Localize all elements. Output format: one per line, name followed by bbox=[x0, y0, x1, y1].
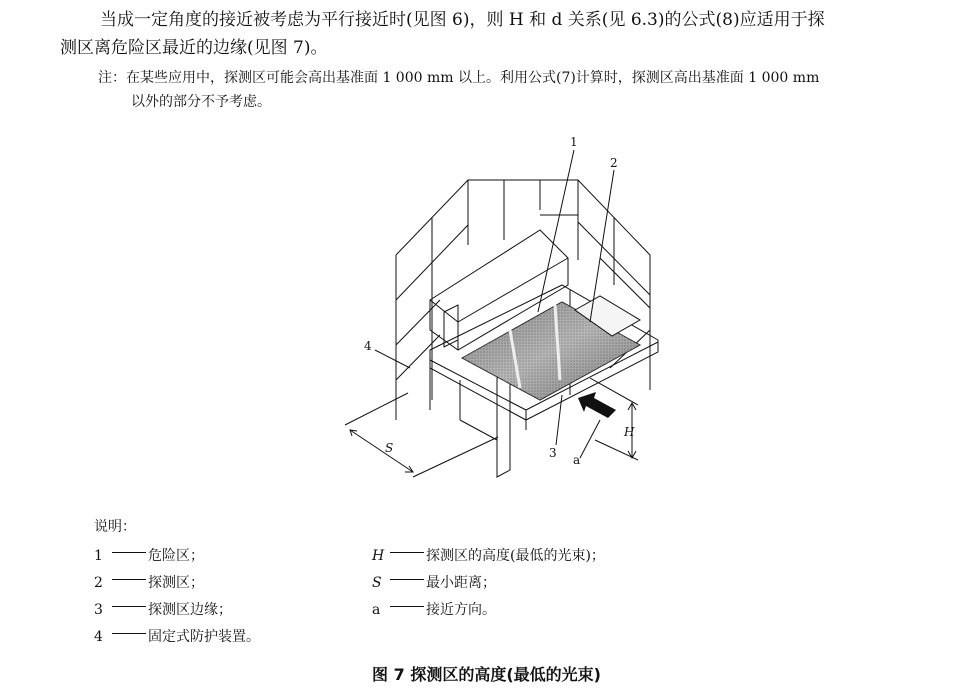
callout-4: 4 bbox=[364, 339, 372, 353]
legend-item-1: 1 危险区； bbox=[94, 548, 204, 564]
callout-h: H bbox=[624, 425, 635, 439]
callout-3: 3 bbox=[549, 446, 557, 460]
callout-a: a bbox=[573, 453, 581, 467]
callout-s: S bbox=[385, 441, 394, 455]
legend-item-s: S 最小距离； bbox=[372, 575, 496, 591]
figure-caption: 图 7 探测区的高度(最低的光束) bbox=[372, 665, 601, 684]
note-line-2: 以外的部分不予考虑。 bbox=[131, 94, 271, 110]
legend-item-2: 2 探测区； bbox=[94, 575, 204, 591]
legend-title: 说明： bbox=[94, 519, 136, 535]
callout-2: 2 bbox=[610, 156, 618, 170]
legend-item-3: 3 探测区边缘； bbox=[94, 602, 232, 618]
legend-item-h: H 探测区的高度(最低的光束)； bbox=[372, 548, 605, 564]
approach-arrow bbox=[578, 392, 616, 418]
paragraph-line-1: 当成一定角度的接近被考虑为平行接近时(见图 6)，则 H 和 d 关系(见 6.3)的公式(8)应适用于探 bbox=[100, 10, 825, 30]
note-line-1: 注：在某些应用中，探测区可能会高出基准面 1 000 mm 以上。利用公式(7)计算时，探测区高出基准面 1 000 mm bbox=[98, 70, 820, 86]
dimension-s bbox=[345, 393, 498, 477]
paragraph-line-2: 测区离危险区最近的边缘(见图 7)。 bbox=[60, 38, 328, 58]
legend-item-4: 4 固定式防护装置。 bbox=[94, 629, 260, 645]
dimension-h bbox=[590, 378, 638, 460]
legend-item-a: a 接近方向。 bbox=[372, 602, 496, 618]
callout-1: 1 bbox=[570, 135, 578, 149]
